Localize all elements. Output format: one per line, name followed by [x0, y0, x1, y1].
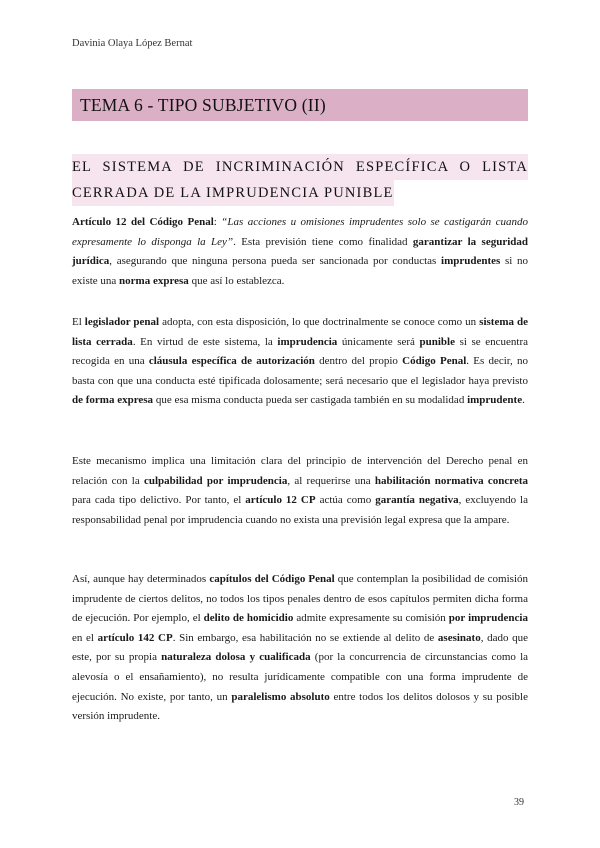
p4-text: entre todos los delitos dolosos y su posible versión imprudente. — [72, 690, 528, 723]
p3-text: Este mecanismo implica una limitación clara del principio de intervención del Derecho penal en relación con la — [72, 455, 528, 487]
p2-bold: de forma expresa — [72, 394, 154, 407]
p4-bold: capítulos del Código Penal — [209, 573, 335, 585]
section-title — [72, 154, 528, 206]
header-author: Davinia Olaya López Bernat — [72, 38, 193, 49]
p1-text: . Esta previsión tiene como finalidad — [233, 235, 413, 248]
p4-bold: naturaleza dolosa y cualificada — [161, 651, 311, 664]
p2-bold: legislador penal — [84, 316, 160, 328]
p2-text: si se encuentra recogida en una — [72, 335, 529, 368]
paragraph-articulo-12 — [72, 213, 528, 291]
p3-bold: habilitación normativa concreta — [374, 474, 529, 487]
paragraph-legislador — [72, 313, 528, 411]
p4-bold: artículo 142 CP — [97, 631, 173, 644]
p1-text: que así lo establezca. — [188, 274, 285, 287]
p1-text: : — [213, 216, 222, 228]
p2-bold: imprudencia — [277, 335, 338, 348]
p2-bold: cláusula específica de autorización — [148, 355, 315, 368]
p2-text: . En virtud de este sistema, la — [132, 335, 278, 348]
p1-text: , asegurando que ninguna persona pueda ser sancionada por conductas — [109, 255, 442, 268]
p4-text: que contemplan la posibilidad de comisión imprudente de ciertos delitos, no todos los tipos penales dentro de esos capítulos permiten dicha forma de ejecución. Por ejemplo, el — [72, 573, 529, 625]
p1-bold: Artículo 12 del Código Penal — [72, 216, 214, 228]
p3-text: , al requerirse una — [287, 474, 375, 487]
p3-bold: artículo 12 CP — [245, 494, 316, 507]
p4-bold: asesinato — [437, 631, 481, 644]
page-number: 39 — [514, 797, 524, 808]
p2-text: únicamente será — [337, 335, 420, 348]
p1-bold: imprudentes — [441, 255, 501, 268]
p2-text: El — [72, 316, 85, 328]
p2-bold: punible — [419, 335, 455, 348]
p4-text: , dado que este, por su propia — [72, 631, 528, 664]
p4-text: . Sin embargo, esa habilitación no se extiende al delito de — [172, 631, 438, 644]
p3-bold: garantía negativa — [375, 494, 459, 507]
p1-bold: garantizar la seguridad jurídica — [72, 235, 528, 268]
p2-bold: Código Penal — [402, 355, 467, 368]
p2-text: . — [522, 394, 525, 407]
paragraph-capitulos — [72, 570, 528, 727]
p1-quote: “Las acciones u omisiones imprudentes solo se castigarán cuando expresamente lo disponga la Ley” — [72, 216, 528, 248]
p3-text: actúa como — [315, 494, 376, 507]
p2-text: adopta, con esta disposición, lo que doctrinalmente se conoce como un — [159, 316, 480, 328]
p4-text: Así, aunque hay determinados — [72, 573, 210, 585]
p4-text: admite expresamente su comisión — [293, 612, 449, 625]
p2-text: dentro del propio — [314, 355, 403, 368]
p2-bold: imprudente — [467, 394, 523, 407]
p3-bold: culpabilidad por imprudencia — [143, 474, 288, 487]
p1-text: si no existe una — [72, 255, 528, 287]
p3-text: , excluyendo la responsabilidad penal por imprudencia cuando no exista una previsión legal expresa que la ampare. — [72, 494, 528, 526]
section-title-line-2: CERRADA DE LA IMPRUDENCIA PUNIBLE — [72, 180, 394, 206]
p4-bold: delito de homicidio — [203, 612, 294, 625]
p2-text: . Es decir, no basta con que una conducta esté tipificada dolosamente; será necesario que el legislador haya previsto — [72, 355, 529, 387]
tema-title: TEMA 6 - TIPO SUBJETIVO (II) — [80, 95, 326, 115]
paragraph-mecanismo — [72, 452, 528, 530]
p2-bold: sistema de lista cerrada — [72, 316, 528, 348]
p2-text: que esa misma conducta pueda ser castigada también en su modalidad — [153, 394, 468, 407]
p1-bold: norma expresa — [119, 274, 189, 287]
p4-bold: paralelismo absoluto — [231, 690, 330, 703]
tema-banner — [72, 89, 528, 121]
p4-text: (por la concurrencia de circunstancias como la alevosía o el ensañamiento), no resulta jurídicamente compatible con una forma imprudente de ejecución. No existe, por tanto, un — [72, 651, 529, 703]
p4-bold: por imprudencia — [448, 612, 528, 625]
section-title-line-1: EL SISTEMA DE INCRIMINACIÓN ESPECÍFICA O LISTA — [72, 154, 528, 180]
p3-text: para cada tipo delictivo. Por tanto, el — [72, 494, 246, 507]
p4-text: en el — [72, 631, 98, 644]
